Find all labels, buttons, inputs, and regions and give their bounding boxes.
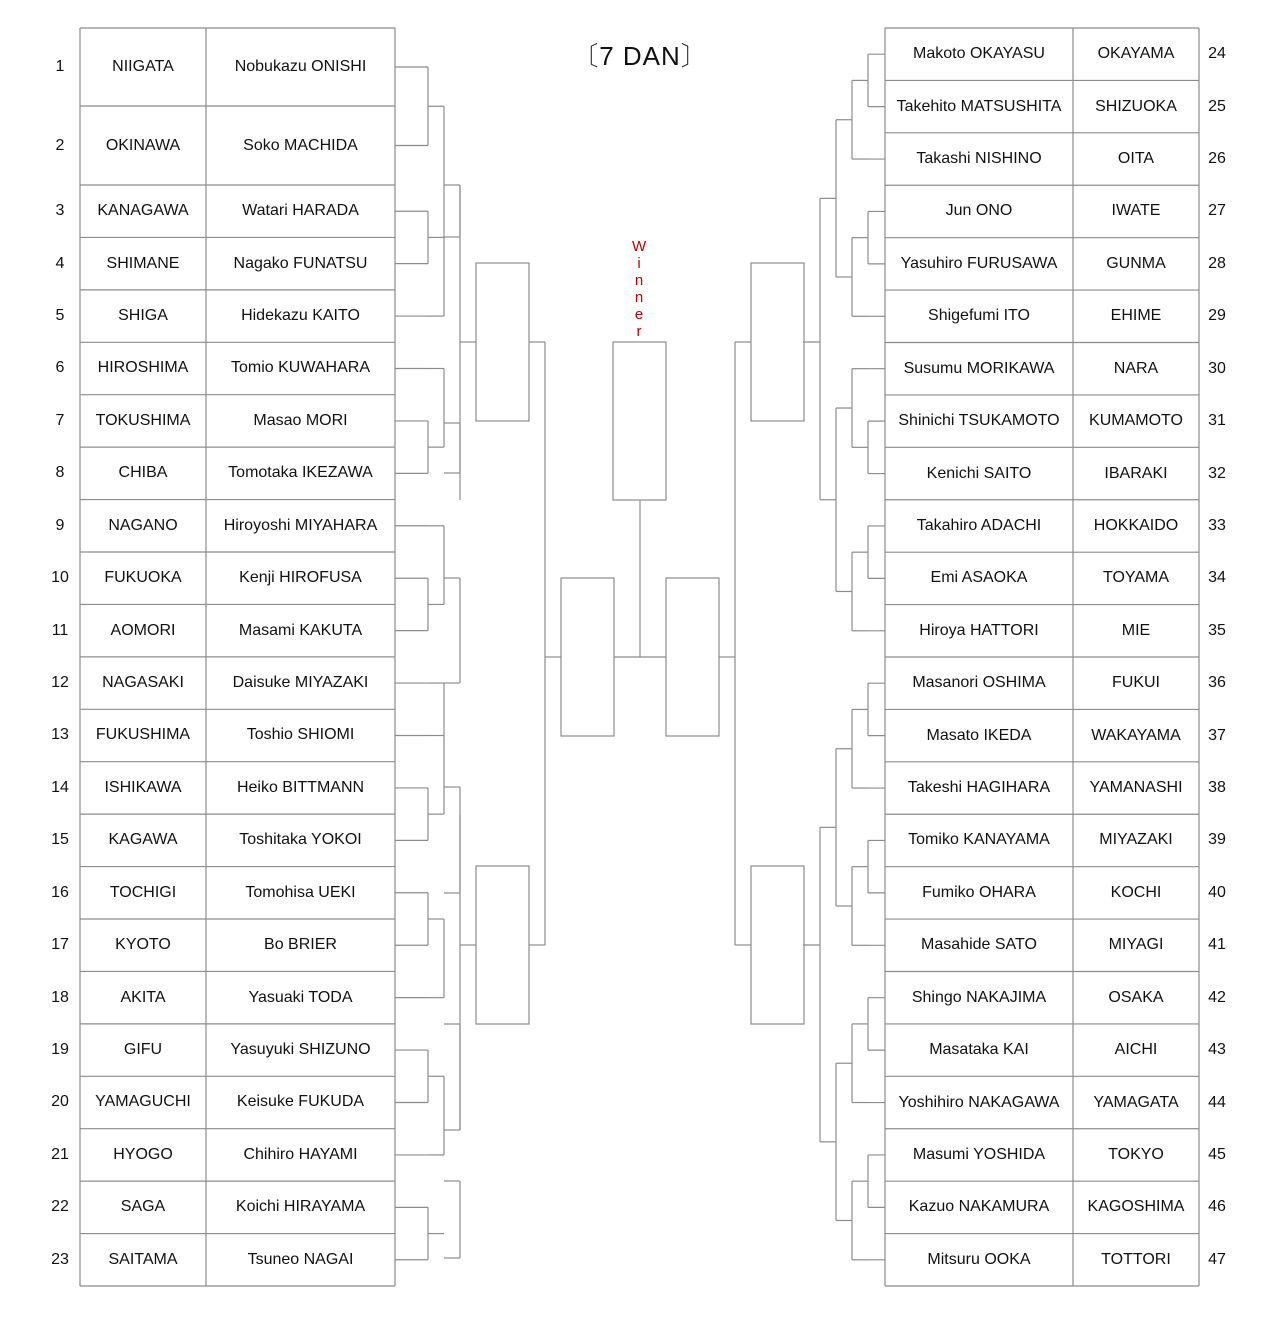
entry-number: 4 bbox=[55, 254, 65, 272]
left-semifinal-box bbox=[561, 578, 614, 736]
entry-player-name: Kenichi SAITO bbox=[926, 464, 1032, 482]
entry-player-name: Makoto OKAYASU bbox=[913, 45, 1045, 63]
entry-prefecture: NAGANO bbox=[108, 516, 178, 534]
entry-number: 7 bbox=[55, 411, 65, 429]
entry-player-name: Hiroyoshi MIYAHARA bbox=[223, 516, 378, 534]
winner-label-letter: n bbox=[634, 272, 644, 289]
entry-prefecture: OKINAWA bbox=[105, 136, 181, 154]
entry-player-name: Masao MORI bbox=[253, 411, 348, 429]
entry-prefecture: GUNMA bbox=[1106, 254, 1166, 272]
left-quarter-box-bottom bbox=[476, 866, 529, 1024]
entry-number: 26 bbox=[1208, 150, 1226, 168]
entry-number: 39 bbox=[1208, 831, 1226, 849]
entry-prefecture: KUMAMOTO bbox=[1089, 412, 1183, 430]
entry-player-name: Yasuhiro FURUSAWA bbox=[900, 254, 1058, 272]
entry-number: 21 bbox=[51, 1145, 69, 1163]
entry-number: 1 bbox=[55, 58, 65, 75]
entry-player-name: Hiroya HATTORI bbox=[919, 621, 1039, 639]
entry-number: 35 bbox=[1208, 621, 1226, 639]
entry-prefecture: YAMANASHI bbox=[1089, 779, 1183, 797]
entry-number: 6 bbox=[55, 359, 65, 377]
entry-prefecture: IWATE bbox=[1111, 202, 1161, 220]
right-semifinal-box bbox=[666, 578, 719, 736]
entry-player-name: Fumiko OHARA bbox=[922, 883, 1036, 901]
entry-prefecture: TOYAMA bbox=[1102, 569, 1170, 587]
entry-number: 8 bbox=[55, 464, 65, 482]
entry-number: 30 bbox=[1208, 359, 1226, 377]
right-quarter-box-top bbox=[751, 263, 804, 421]
entry-number: 45 bbox=[1208, 1145, 1226, 1163]
entry-player-name: Nobukazu ONISHI bbox=[234, 58, 367, 75]
entry-prefecture: SAGA bbox=[120, 1198, 166, 1216]
winner-label-letter: i bbox=[637, 255, 641, 272]
entry-player-name: Kazuo NAKAMURA bbox=[908, 1198, 1050, 1216]
entry-player-name: Yoshihiro NAKAGAWA bbox=[898, 1093, 1060, 1111]
entry-number: 24 bbox=[1208, 45, 1226, 63]
entry-prefecture: CHIBA bbox=[118, 464, 168, 482]
entry-prefecture: OKAYAMA bbox=[1097, 45, 1175, 63]
entry-number: 44 bbox=[1208, 1093, 1226, 1111]
winner-box bbox=[613, 342, 666, 500]
entry-player-name: Toshitaka YOKOI bbox=[239, 831, 362, 849]
entry-player-name: Takehito MATSUSHITA bbox=[896, 97, 1062, 115]
entry-prefecture: OITA bbox=[1117, 150, 1155, 168]
entry-player-name: Heiko BITTMANN bbox=[236, 778, 365, 796]
entry-number: 32 bbox=[1208, 464, 1226, 482]
entry-prefecture: AICHI bbox=[1114, 1041, 1158, 1059]
entry-number: 16 bbox=[51, 883, 69, 901]
entry-number: 19 bbox=[51, 1041, 69, 1059]
entry-number: 11 bbox=[51, 621, 69, 639]
entry-number: 9 bbox=[55, 516, 65, 534]
entry-player-name: Tomotaka IKEZAWA bbox=[228, 464, 373, 482]
entry-player-name: Shingo NAKAJIMA bbox=[911, 988, 1047, 1006]
entry-prefecture: MIYAGI bbox=[1108, 936, 1164, 954]
entry-prefecture: NAGASAKI bbox=[102, 674, 184, 692]
entry-player-name: Koichi HIRAYAMA bbox=[235, 1198, 366, 1216]
entry-player-name: Masataka KAI bbox=[929, 1041, 1029, 1059]
entry-player-name: Takeshi HAGIHARA bbox=[907, 779, 1051, 797]
entry-prefecture: TOTTORI bbox=[1101, 1250, 1171, 1268]
entry-player-name: Shinichi TSUKAMOTO bbox=[898, 412, 1060, 430]
entry-prefecture: KOCHI bbox=[1110, 883, 1162, 901]
entry-number: 10 bbox=[51, 569, 69, 587]
entry-number: 46 bbox=[1208, 1198, 1226, 1216]
entry-player-name: Tsuneo NAGAI bbox=[247, 1250, 354, 1268]
entry-number: 5 bbox=[55, 307, 65, 325]
entry-prefecture: HOKKAIDO bbox=[1093, 516, 1179, 534]
entry-prefecture: NARA bbox=[1113, 359, 1159, 377]
entry-prefecture: YAMAGUCHI bbox=[95, 1093, 191, 1111]
entry-number: 15 bbox=[51, 831, 69, 849]
entry-number: 28 bbox=[1208, 254, 1226, 272]
entry-number: 2 bbox=[55, 136, 65, 154]
entry-prefecture: NIIGATA bbox=[112, 58, 174, 75]
entry-number: 25 bbox=[1208, 97, 1226, 115]
entry-prefecture: HIROSHIMA bbox=[97, 359, 189, 377]
entry-prefecture: TOKUSHIMA bbox=[95, 411, 191, 429]
entry-prefecture: SHIGA bbox=[118, 307, 168, 325]
entry-player-name: Chihiro HAYAMI bbox=[243, 1145, 358, 1163]
entry-number: 27 bbox=[1208, 202, 1226, 220]
entry-player-name: Masanori OSHIMA bbox=[912, 674, 1046, 692]
entry-number: 14 bbox=[51, 778, 69, 796]
entry-prefecture: EHIME bbox=[1110, 307, 1162, 325]
winner-label-letter: W bbox=[632, 238, 647, 255]
entry-number: 38 bbox=[1208, 779, 1226, 797]
entry-prefecture: KAGOSHIMA bbox=[1087, 1198, 1185, 1216]
entry-prefecture: FUKUOKA bbox=[104, 569, 182, 587]
entry-player-name: Tomio KUWAHARA bbox=[231, 359, 370, 377]
entry-player-name: Kenji HIROFUSA bbox=[239, 569, 362, 587]
entry-prefecture: MIE bbox=[1121, 621, 1151, 639]
entry-prefecture: AOMORI bbox=[110, 621, 176, 639]
entry-prefecture: FUKUI bbox=[1112, 674, 1160, 692]
entry-number: 31 bbox=[1208, 412, 1226, 430]
entry-number: 13 bbox=[51, 726, 69, 744]
entry-player-name: Masato IKEDA bbox=[926, 726, 1032, 744]
entry-player-name: Shigefumi ITO bbox=[928, 307, 1030, 325]
entry-number: 17 bbox=[51, 936, 69, 954]
winner-label-letter: n bbox=[634, 289, 644, 306]
entry-player-name: Takashi NISHINO bbox=[916, 150, 1042, 168]
entry-prefecture: KYOTO bbox=[115, 936, 171, 954]
entry-prefecture: SHIMANE bbox=[106, 254, 180, 272]
entry-player-name: Tomiko KANAYAMA bbox=[908, 831, 1050, 849]
entry-number: 36 bbox=[1208, 674, 1226, 692]
entry-player-name: Watari HARADA bbox=[242, 202, 359, 220]
entry-prefecture: GIFU bbox=[123, 1041, 163, 1059]
entry-player-name: Hidekazu KAITO bbox=[241, 307, 360, 325]
entry-prefecture: HYOGO bbox=[113, 1145, 173, 1163]
entry-player-name: Susumu MORIKAWA bbox=[903, 359, 1055, 377]
entry-number: 37 bbox=[1208, 726, 1226, 744]
right-quarter-box-bottom bbox=[751, 866, 804, 1024]
entry-player-name: Bo BRIER bbox=[264, 936, 337, 954]
entry-number: 29 bbox=[1208, 307, 1226, 325]
entry-prefecture: SHIZUOKA bbox=[1095, 97, 1177, 115]
entry-number: 33 bbox=[1208, 516, 1226, 534]
entry-prefecture: FUKUSHIMA bbox=[95, 726, 191, 744]
entry-prefecture: YAMAGATA bbox=[1093, 1093, 1179, 1111]
entry-player-name: Keisuke FUKUDA bbox=[236, 1093, 365, 1111]
entry-prefecture: IBARAKI bbox=[1104, 464, 1168, 482]
entry-prefecture: TOCHIGI bbox=[109, 883, 177, 901]
entry-prefecture: ISHIKAWA bbox=[104, 778, 182, 796]
entry-number: 23 bbox=[51, 1250, 69, 1268]
entry-number: 18 bbox=[51, 988, 69, 1006]
entry-player-name: Nagako FUNATSU bbox=[233, 254, 368, 272]
left-quarter-box-top bbox=[476, 263, 529, 421]
winner-label-letter: r bbox=[636, 323, 642, 340]
entry-number: 43 bbox=[1208, 1041, 1226, 1059]
entry-player-name: Takahiro ADACHI bbox=[916, 516, 1042, 534]
entry-prefecture: TOKYO bbox=[1108, 1145, 1164, 1163]
entry-player-name: Daisuke MIYAZAKI bbox=[232, 674, 369, 692]
entry-number: 22 bbox=[51, 1198, 69, 1216]
entry-player-name: Jun ONO bbox=[945, 202, 1013, 220]
entry-number: 40 bbox=[1208, 883, 1226, 901]
entry-number: 12 bbox=[51, 674, 69, 692]
entry-prefecture: WAKAYAMA bbox=[1091, 726, 1181, 744]
entry-prefecture: MIYAZAKI bbox=[1099, 831, 1173, 849]
entry-number: 42 bbox=[1208, 988, 1226, 1006]
entry-number: 34 bbox=[1208, 569, 1226, 587]
entry-player-name: Soko MACHIDA bbox=[243, 136, 358, 154]
entry-prefecture: SAITAMA bbox=[108, 1250, 178, 1268]
entry-player-name: Toshio SHIOMI bbox=[246, 726, 355, 744]
entry-player-name: Tomohisa UEKI bbox=[245, 883, 356, 901]
entry-player-name: Yasuaki TODA bbox=[248, 988, 353, 1006]
winner-label-letter: e bbox=[634, 306, 644, 323]
entry-prefecture: KANAGAWA bbox=[97, 202, 189, 220]
entry-number: 20 bbox=[51, 1093, 69, 1111]
entry-number: 41 bbox=[1208, 936, 1226, 954]
entry-prefecture: OSAKA bbox=[1108, 988, 1164, 1006]
entry-player-name: Masumi YOSHIDA bbox=[912, 1145, 1046, 1163]
winner-label bbox=[632, 238, 646, 340]
entry-player-name: Mitsuru OOKA bbox=[927, 1250, 1031, 1268]
entry-player-name: Yasuyuki SHIZUNO bbox=[230, 1041, 371, 1059]
entry-player-name: Masami KAKUTA bbox=[238, 621, 363, 639]
entry-number: 47 bbox=[1208, 1250, 1226, 1268]
division-title: 〔7 DAN〕 bbox=[572, 41, 708, 71]
entry-number: 3 bbox=[55, 202, 65, 220]
entry-player-name: Masahide SATO bbox=[921, 936, 1037, 954]
entry-prefecture: AKITA bbox=[120, 988, 166, 1006]
entry-prefecture: KAGAWA bbox=[108, 831, 178, 849]
entry-player-name: Emi ASAOKA bbox=[930, 569, 1028, 587]
